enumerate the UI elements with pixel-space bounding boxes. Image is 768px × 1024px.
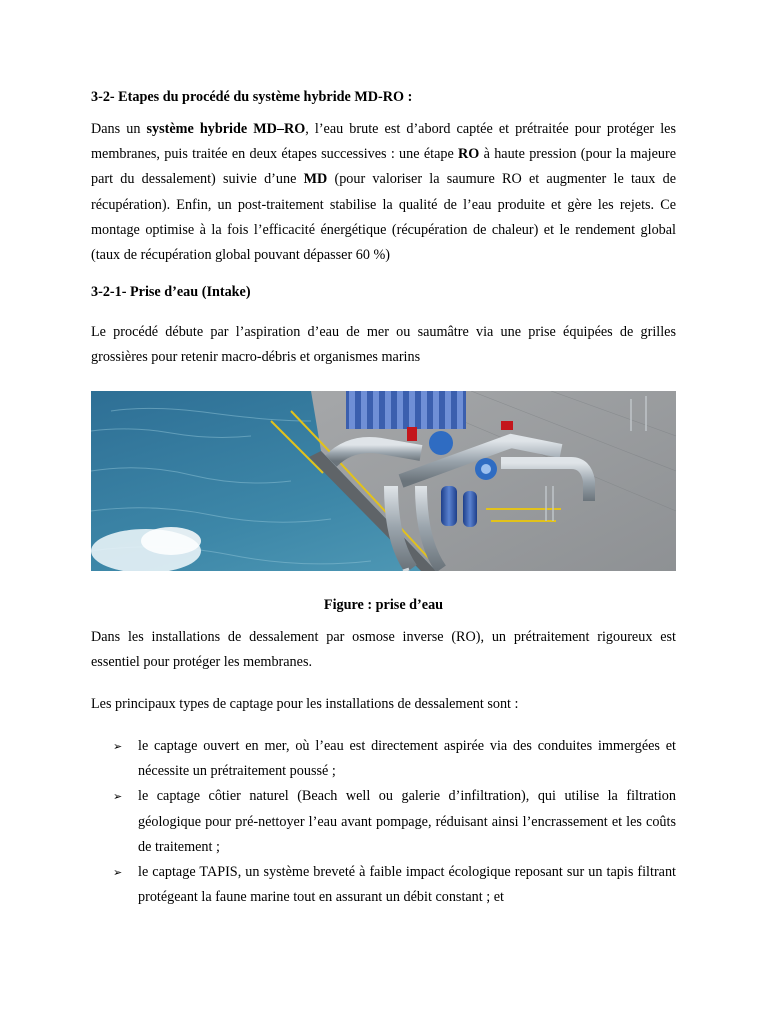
intro-bold-hybrid: système hybride MD–RO xyxy=(146,121,306,137)
intake-figure xyxy=(91,391,676,571)
ro-paragraph-block xyxy=(91,625,676,675)
subsection-heading: 3-2-1- Prise d’eau (Intake) xyxy=(91,284,251,300)
arrow-bullet-icon: ➢ xyxy=(113,790,123,804)
list-item-text: le captage côtier naturel (Beach well ou galerie d’infiltration), qui utilise la filtration géologique pour pré-nettoyer l’eau avant pompage, réduisant ainsi l’encrassement et les coûts de traitement ; xyxy=(138,788,676,855)
intro-text-3: à haute pression (pour la majeure part du dessalement) suivie d’une xyxy=(91,146,676,188)
bullet-list-block xyxy=(91,734,676,910)
arrow-bullet-icon: ➢ xyxy=(113,866,123,880)
captage-types-list xyxy=(91,734,676,910)
subsection-paragraph-block xyxy=(91,320,676,370)
list-item-text: le captage ouvert en mer, où l’eau est directement aspirée via des conduites immergées et nécessite un prétraitement poussé ; xyxy=(138,738,676,780)
intro-bold-ro: RO xyxy=(458,146,480,163)
ro-paragraph: Dans les installations de dessalement par osmose inverse (RO), un prétraitement rigoureux est essentiel pour protéger les membranes. xyxy=(91,629,676,671)
subsection-heading-block xyxy=(91,280,676,305)
intro-text-1: Dans un xyxy=(91,121,147,137)
intake-illustration xyxy=(91,391,676,571)
list-item xyxy=(91,860,676,910)
subsection-paragraph: Le procédé débute par l’aspiration d’eau de mer ou saumâtre via une prise équipées de grilles grossières pour retenir macro-débris et organismes marins xyxy=(91,324,676,366)
types-paragraph-block xyxy=(91,692,676,717)
intro-paragraph xyxy=(91,117,676,268)
section-heading: 3-2- Etapes du procédé du système hybride MD-RO : xyxy=(91,89,413,105)
section-block xyxy=(91,85,676,110)
list-item xyxy=(91,784,676,860)
intro-bold-md: MD xyxy=(303,171,328,188)
types-paragraph: Les principaux types de captage pour les installations de dessalement sont : xyxy=(91,696,519,712)
list-item-text: le captage TAPIS, un système breveté à faible impact écologique reposant sur un tapis filtrant protégeant la faune marine tout en assurant un débit constant ; et xyxy=(138,864,676,906)
list-item xyxy=(91,734,676,784)
intro-block xyxy=(91,117,676,268)
intro-text-2: , l’eau brute est d’abord captée et prétraitée pour protéger les membranes, puis traitée en deux étapes successives : une étape xyxy=(91,121,676,163)
arrow-bullet-icon: ➢ xyxy=(113,740,123,753)
intro-text-4: (pour valoriser la saumure RO et augmenter le taux de récupération). Enfin, un post-traitement stabilise la qualité de l’eau produite et gère les rejets. Ce montage optimise à la fois l’efficacité énergétique (récupération de chaleur) et le rendement global (taux de récupération global pouvant dépasser 60 %) xyxy=(91,171,677,264)
figure-caption: Figure : prise d’eau xyxy=(323,597,444,613)
